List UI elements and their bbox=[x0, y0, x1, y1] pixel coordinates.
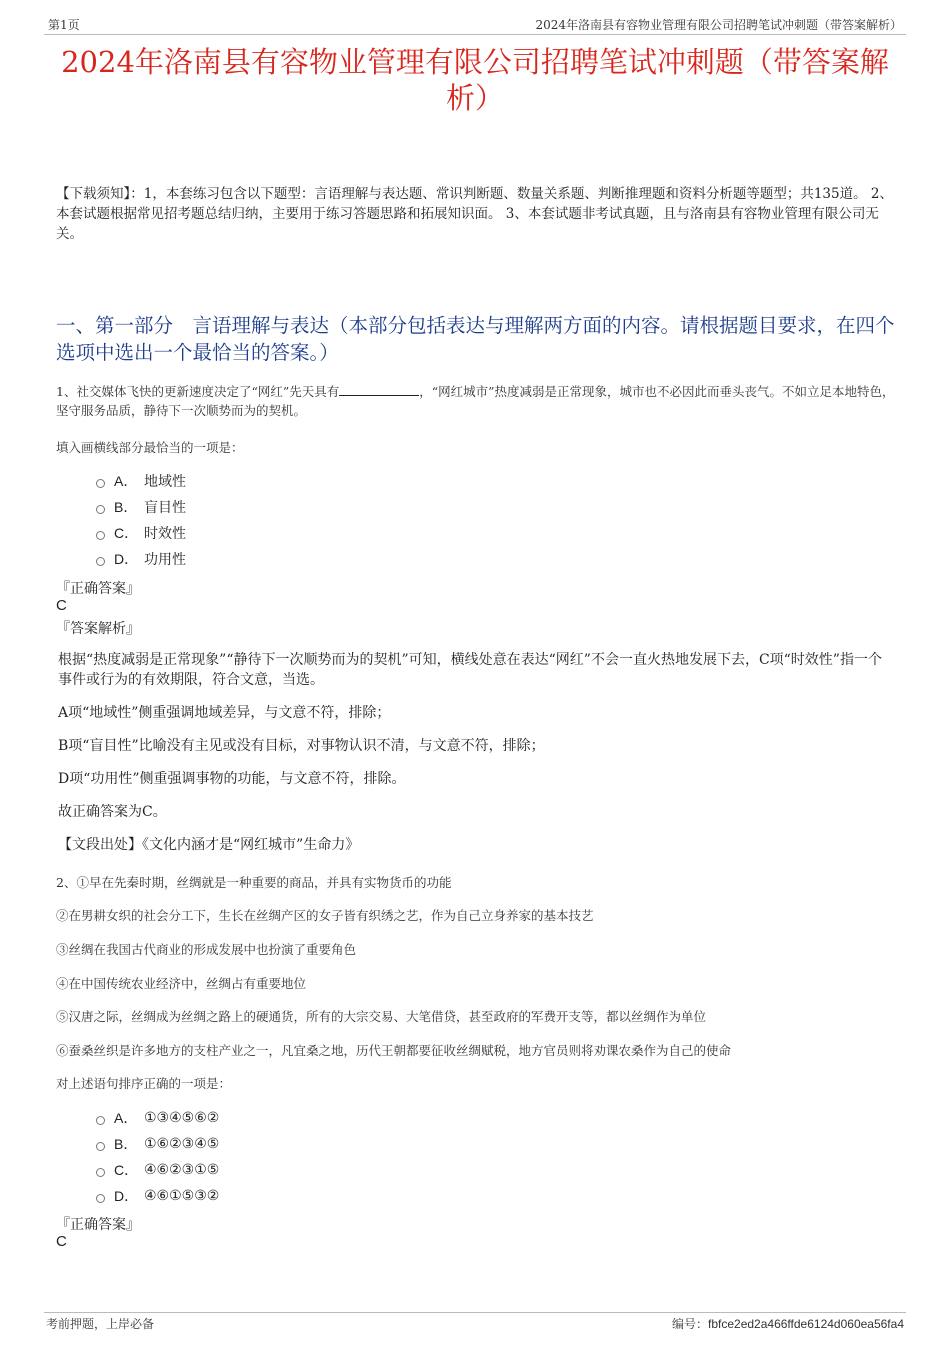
option-letter: A． bbox=[114, 1110, 138, 1126]
analysis-paragraph: 故正确答案为C。 bbox=[58, 804, 167, 820]
analysis-paragraph: D项“功用性”侧重强调事物的功能，与文意不符，排除。 bbox=[58, 771, 406, 787]
question-2-line: ④在中国传统农业经济中，丝绸占有重要地位 bbox=[56, 976, 307, 991]
question-2-options bbox=[96, 1105, 219, 1209]
question-1-prompt: 填入画横线部分最恰当的一项是： bbox=[56, 440, 244, 455]
option-text: 功用性 bbox=[144, 552, 186, 568]
radio-icon[interactable] bbox=[96, 531, 105, 540]
question-2-option-d[interactable] bbox=[96, 1183, 219, 1209]
question-2-answer-label: 『正确答案』 bbox=[56, 1217, 140, 1233]
question-1-analysis-label: 『答案解析』 bbox=[56, 621, 140, 637]
question-2-prompt: 对上述语句排序正确的一项是： bbox=[56, 1076, 232, 1091]
question-1-answer: C bbox=[56, 597, 67, 614]
option-letter: D． bbox=[114, 551, 139, 567]
radio-icon[interactable] bbox=[96, 479, 105, 488]
option-letter: B． bbox=[114, 499, 138, 515]
page-header bbox=[44, 14, 906, 35]
question-2-line: ③丝绸在我国古代商业的形成发展中也扮演了重要角色 bbox=[56, 942, 357, 957]
radio-icon[interactable] bbox=[96, 1116, 105, 1125]
footer-slogan: 考前押题，上岸必备 bbox=[46, 1317, 155, 1331]
radio-icon[interactable] bbox=[96, 1194, 105, 1203]
radio-icon[interactable] bbox=[96, 505, 105, 514]
question-1-option-b[interactable] bbox=[96, 494, 186, 520]
option-text: ①③④⑤⑥② bbox=[144, 1110, 220, 1126]
option-text: ④⑥①⑤③② bbox=[144, 1188, 220, 1204]
question-1-option-d[interactable] bbox=[96, 546, 186, 572]
section-heading: 一、第一部分 言语理解与表达（本部分包括表达与理解两方面的内容。请根据题目要求，在四个选项中选出一个最恰当的答案。） bbox=[56, 314, 895, 364]
question-2-answer: C bbox=[56, 1233, 67, 1250]
radio-icon[interactable] bbox=[96, 1168, 105, 1177]
option-letter: C． bbox=[114, 1162, 139, 1178]
option-letter: B． bbox=[114, 1136, 138, 1152]
page-footer bbox=[44, 1312, 906, 1333]
page-number: 第1页 bbox=[48, 18, 80, 32]
radio-icon[interactable] bbox=[96, 557, 105, 566]
source-citation: 【文段出处】《文化内涵才是“网红城市”生命力》 bbox=[58, 837, 360, 853]
analysis-paragraph: B项“盲目性”比喻没有主见或没有目标，对事物认识不清，与文意不符，排除； bbox=[58, 738, 545, 754]
analysis-paragraph: A项“地域性”侧重强调地域差异，与文意不符，排除； bbox=[58, 705, 391, 721]
question-1-blank bbox=[339, 384, 419, 396]
option-letter: C． bbox=[114, 525, 139, 541]
option-letter: A． bbox=[114, 473, 138, 489]
question-1-answer-label: 『正确答案』 bbox=[56, 581, 140, 597]
question-1-options bbox=[96, 468, 186, 572]
option-text: 时效性 bbox=[144, 526, 186, 542]
question-2-option-c[interactable] bbox=[96, 1157, 219, 1183]
document-title: 2024年洛南县有容物业管理有限公司招聘笔试冲刺题（带答案解析） bbox=[61, 45, 889, 115]
question-1-text-after: ，“网红城市”热度减弱是正常现象，城市也不必因此而垂头丧气。不如立足本地特色，坚守服务品质，静待下一次顺势而为的契机。 bbox=[56, 384, 895, 418]
question-2-line: ⑥蚕桑丝织是许多地方的支柱产业之一，凡宜桑之地，历代王朝都要征收丝绸赋税，地方官员则将劝课农桑作为自己的使命 bbox=[56, 1043, 732, 1058]
footer-code bbox=[672, 1315, 904, 1332]
question-2-line: ②在男耕女织的社会分工下，生长在丝绸产区的女子皆有织绣之艺，作为自己立身养家的基本技艺 bbox=[56, 908, 594, 923]
option-text: 盲目性 bbox=[144, 500, 186, 516]
radio-icon[interactable] bbox=[96, 1142, 105, 1151]
question-2-option-b[interactable] bbox=[96, 1131, 219, 1157]
question-2-line: 2、①早在先秦时期，丝绸就是一种重要的商品，并具有实物货币的功能 bbox=[56, 875, 452, 890]
question-1-option-c[interactable] bbox=[96, 520, 186, 546]
option-text: ①⑥②③④⑤ bbox=[144, 1136, 220, 1152]
footer-code-value: fbfce2ed2a466ffde6124d060ea56fa4 bbox=[708, 1317, 904, 1331]
question-2-line: ⑤汉唐之际，丝绸成为丝绸之路上的硬通货，所有的大宗交易、大笔借贷，甚至政府的军费开支等，都以丝绸作为单位 bbox=[56, 1009, 707, 1024]
question-2-option-a[interactable] bbox=[96, 1105, 219, 1131]
option-text: 地域性 bbox=[144, 474, 186, 490]
analysis-paragraph: 根据“热度减弱是正常现象”“静待下一次顺势而为的契机”可知，横线处意在表达“网红”不会一直火热地发展下去，C项“时效性”指一个事件或行为的有效期限，符合文意，当选。 bbox=[58, 652, 882, 688]
option-letter: D． bbox=[114, 1188, 139, 1204]
footer-code-label: 编号： bbox=[672, 1317, 709, 1331]
option-text: ④⑥②③①⑤ bbox=[144, 1162, 220, 1178]
header-doc-title: 2024年洛南县有容物业管理有限公司招聘笔试冲刺题（带答案解析） bbox=[535, 18, 902, 32]
download-notice: 【下载须知】：1，本套练习包含以下题型：言语理解与表达题、常识判断题、数量关系题、判断推理题和资料分析题等题型；共135道。 2、本套试题根据常见招考题总结归纳，主要用于练习答题思路和拓展知识面。 3、本套试题非考试真题，且与洛南县有容物业管理有限公司无关。 bbox=[56, 186, 893, 242]
question-1-text bbox=[56, 382, 900, 420]
question-1-option-a[interactable] bbox=[96, 468, 186, 494]
question-1-text-before: 1、社交媒体飞快的更新速度决定了“网红”先天具有 bbox=[56, 384, 340, 399]
